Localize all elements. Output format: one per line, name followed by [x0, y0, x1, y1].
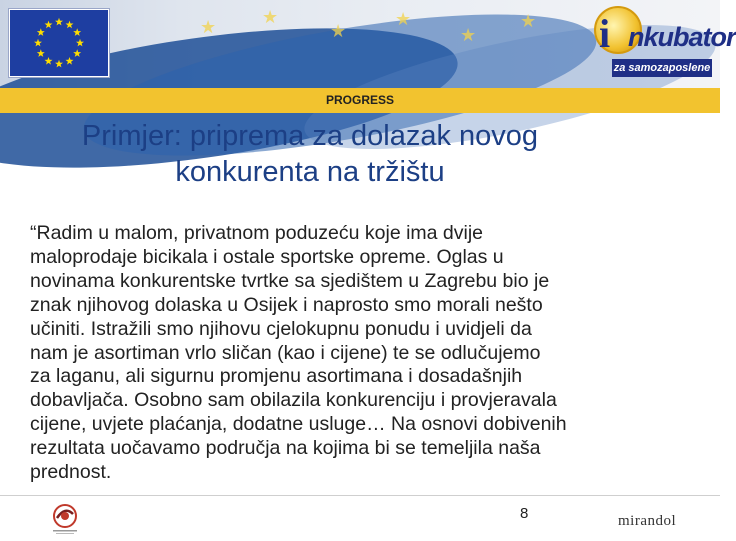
banner-star-icon: ★ — [262, 7, 279, 27]
body-line: znak njihovog dolaska u Osijek i naprosto smo morali nešto — [30, 293, 543, 316]
progress-logo-icon — [50, 502, 80, 536]
body-line: za laganu, ali sigurnu promjenu asortimana i dosadašnjih — [30, 365, 523, 388]
banner-star-icon: ★ — [200, 17, 217, 37]
body-line: nam je asortiman vrlo sličan (kao i cijene) te se odlučujemo — [30, 341, 541, 364]
banner-star-icon: ★ — [395, 9, 412, 29]
body-line: novinama konkurentske tvrtke sa sjedištem u Zagrebu bio je — [30, 269, 550, 292]
inkubator-logo-word: nkubator — [628, 22, 736, 52]
inkubator-logo — [590, 4, 736, 82]
body-line: cijene, uvjete plaćanja, dodatne usluge… Na osnovi dobivenih — [30, 413, 567, 436]
slide-title — [30, 118, 590, 190]
header-banner — [0, 0, 736, 88]
footer-divider — [0, 495, 720, 496]
body-line: rezultata uočavamo područja na kojima bi se temeljila naša — [30, 437, 541, 460]
mirandol-logo: mirandol — [618, 513, 677, 529]
banner-star-icon: ★ — [460, 25, 477, 45]
body-line: “Radim u malom, privatnom poduzeću koje ima dvije — [30, 222, 484, 244]
body-line: dobavljača. Osobno sam obilazila konkurenciju i provjeravala — [30, 389, 557, 412]
slide-body — [30, 222, 698, 485]
page-number: 8 — [520, 505, 529, 522]
slide-title-line: Primjer: priprema za dolazak novog — [81, 120, 539, 152]
body-line: maloprodaje bicikala i ostale sportske opreme. Oglas u — [30, 245, 504, 268]
banner-star-icon: ★ — [330, 21, 347, 41]
eu-flag-icon — [9, 9, 109, 77]
body-line: prednost. — [30, 461, 112, 484]
slide-title-line: konkurenta na tržištu — [175, 156, 445, 188]
progress-label: PROGRESS — [325, 93, 394, 107]
banner-star-icon: ★ — [520, 11, 537, 31]
inkubator-logo-letter: i — [599, 11, 611, 56]
body-line: učiniti. Istražili smo njihovu cjelokupnu ponudu i uvidjeli da — [30, 317, 532, 340]
progress-strip — [0, 88, 720, 113]
inkubator-tagline: za samozaposlene — [612, 59, 712, 77]
